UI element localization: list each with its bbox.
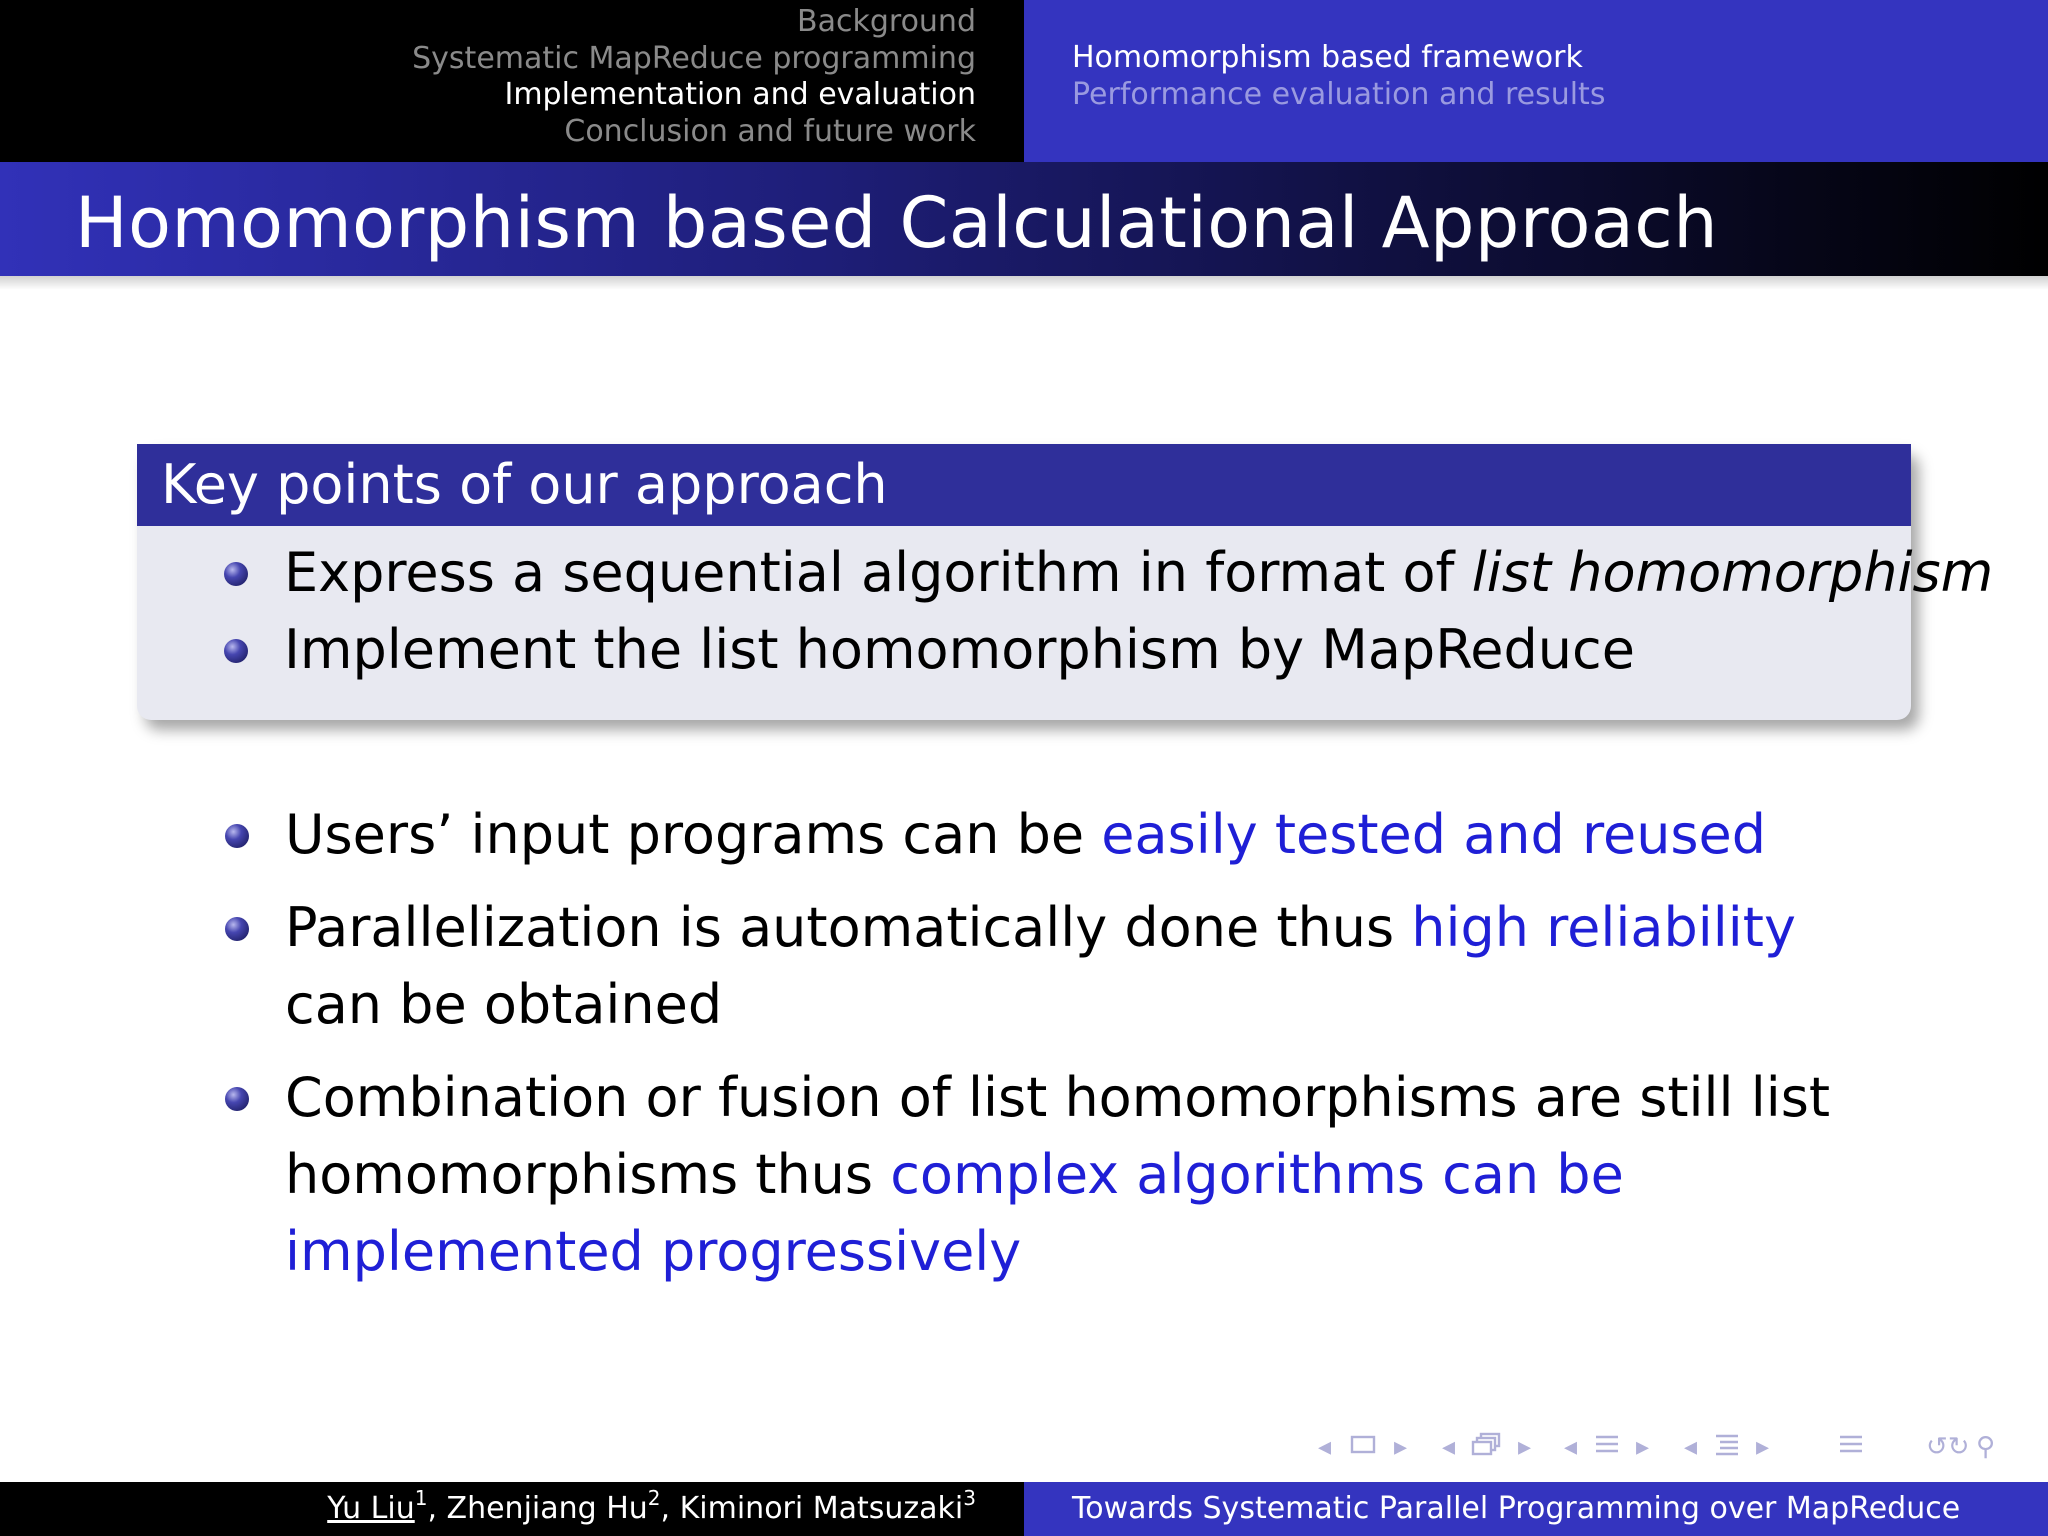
list-item-text-tail: can be obtained: [285, 973, 723, 1036]
title-shadow: [0, 276, 2048, 290]
author-separator: ,: [660, 1491, 680, 1526]
main-bullet-list: [222, 796, 1902, 1306]
nav-section-systematic-mapreduce[interactable]: Systematic MapReduce programming: [412, 40, 976, 76]
block-item-text: Express a sequential algorithm in format of: [284, 541, 1472, 604]
key-points-block: [137, 444, 1994, 720]
section-navigation: [0, 0, 1024, 162]
block-body: [137, 526, 1994, 688]
bullet-icon: [224, 562, 248, 586]
arrow-left-icon[interactable]: ◂: [1318, 1432, 1332, 1462]
list-item-2: [222, 889, 1902, 1043]
undo-icon[interactable]: ↺↻: [1926, 1432, 1970, 1462]
block-item-1: [137, 534, 1994, 611]
footer-talk-title: [1024, 1482, 2048, 1536]
nav-section-conclusion[interactable]: Conclusion and future work: [564, 113, 976, 149]
bullet-icon: [225, 917, 249, 941]
frame-icon[interactable]: [1350, 1432, 1376, 1462]
presenter-name: Yu Liu: [327, 1491, 415, 1526]
list-item-1: [222, 796, 1902, 873]
subsection-frames-icon[interactable]: [1472, 1432, 1504, 1465]
footer-authors: [0, 1482, 1024, 1536]
bullet-icon: [224, 639, 248, 663]
author-list: [327, 1482, 976, 1536]
list-item-text: Parallelization is automatically done thus: [285, 896, 1412, 959]
section-icon[interactable]: [1594, 1432, 1620, 1463]
subsection-icon[interactable]: [1714, 1432, 1740, 1463]
slide-title: Homomorphism based Calculational Approach: [75, 182, 1719, 264]
block-title: Key points of our approach: [137, 444, 1911, 526]
nav-subsection-homomorphism-framework[interactable]: Homomorphism based framework: [1072, 40, 1583, 75]
list-item-text: Users’ input programs can be: [285, 803, 1102, 866]
talk-title: Towards Systematic Parallel Programming over MapReduce: [1072, 1491, 1961, 1526]
author-name: Kiminori Matsuzaki: [679, 1491, 964, 1526]
list-item-text: Combination or fusion of list homomorphisms are still list homomorphisms thus: [285, 1066, 1831, 1206]
arrow-right-icon[interactable]: ▸: [1636, 1432, 1650, 1462]
navigation-symbols: [1310, 1432, 2030, 1468]
section-list: [412, 4, 976, 150]
arrow-left-icon[interactable]: ◂: [1564, 1432, 1578, 1462]
list-item-3: [222, 1059, 1902, 1290]
arrow-right-icon[interactable]: ▸: [1756, 1432, 1770, 1462]
search-icon[interactable]: ⚲: [1976, 1432, 1996, 1462]
arrow-right-icon[interactable]: ▸: [1518, 1432, 1532, 1462]
affiliation-mark: 2: [647, 1486, 661, 1510]
bullet-icon: [225, 824, 249, 848]
block-item-2: [137, 611, 1911, 688]
arrow-right-icon[interactable]: ▸: [1394, 1432, 1408, 1462]
author-name: Zhenjiang Hu: [446, 1491, 648, 1526]
nav-section-implementation[interactable]: Implementation and evaluation: [504, 77, 976, 112]
bullet-icon: [225, 1087, 249, 1111]
frame-title-bar: [0, 162, 2048, 276]
highlight-text: high reliability: [1411, 896, 1796, 959]
align-icon[interactable]: [1838, 1432, 1864, 1463]
highlight-text: complex algorithms can be implemented progressively: [285, 1143, 1624, 1283]
nav-section-background[interactable]: Background: [797, 4, 976, 39]
affiliation-mark: 3: [963, 1486, 976, 1510]
arrow-left-icon[interactable]: ◂: [1442, 1432, 1456, 1462]
arrow-left-icon[interactable]: ◂: [1684, 1432, 1698, 1462]
affiliation-mark: 1: [414, 1486, 428, 1510]
author-separator: ,: [427, 1491, 447, 1526]
nav-subsection-performance[interactable]: Performance evaluation and results: [1072, 76, 1606, 112]
subsection-navigation: [1024, 0, 2048, 162]
highlight-text: easily tested and reused: [1101, 803, 1767, 866]
block-item-emphasis: list homomorphism: [1471, 541, 1994, 604]
subsection-list: [1072, 40, 1605, 113]
block-item-text: Implement the list homomorphism by MapReduce: [284, 618, 1635, 681]
